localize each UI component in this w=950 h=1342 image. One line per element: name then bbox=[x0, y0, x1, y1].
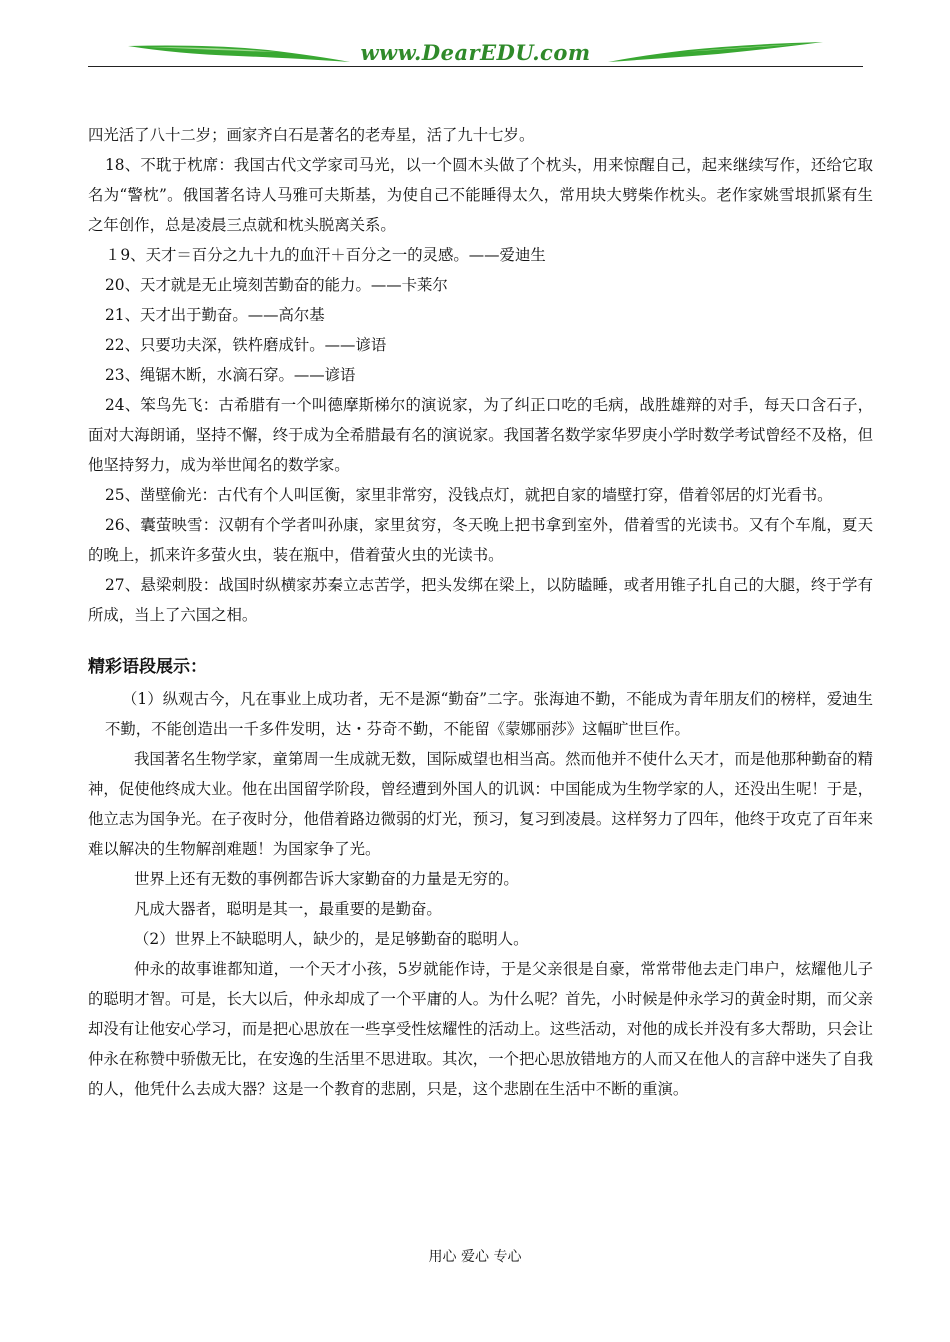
section-paragraph-1: （1）纵观古今，凡在事业上成功者，无不是源“勤奋”二字。张海迪不勤，不能成为青年朋友们的榜样，爱迪生不勤，不能创造出一千多件发明，达・芬奇不勤，不能留《蒙娜丽莎》这幅旷世巨作。 bbox=[105, 690, 873, 738]
quote-item-21: 21、天才出于勤奋。——高尔基 bbox=[105, 306, 325, 324]
page-footer: 用心 爱心 专心 bbox=[428, 1249, 522, 1265]
quote-item-19: １9、天才＝百分之九十九的血汗＋百分之一的灵感。——爱迪生 bbox=[105, 246, 546, 264]
section-paragraph-2: 我国著名生物学家，童第周一生成就无数，国际威望也相当高。然而他并不使什么天才，而是他那种勤奋的精神，促使他终成大业。他在出国留学阶段，曾经遭到外国人的讥讽：中国能成为生物学家的人，还没出生呢！于是，他立志为国争光。在子夜时分，他借着路边微弱的灯光，预习，复习到凌晨。这样努力了四年，他终于攻克了百年来难以解决的生物解剖难题！为国家争了光。 bbox=[88, 750, 873, 858]
section-paragraph-3: 世界上还有无数的事例都告诉大家勤奋的力量是无穷的。 bbox=[134, 870, 519, 888]
quote-item-23: 23、绳锯木断，水滴石穿。——谚语 bbox=[105, 366, 356, 384]
quote-item-20: 20、天才就是无止境刻苦勤奋的能力。——卡莱尔 bbox=[105, 276, 448, 294]
paragraph-item-26: 26、囊萤映雪：汉朝有个学者叫孙康，家里贫穷，冬天晚上把书拿到室外，借着雪的光读书。又有个车胤，夏天的晚上，抓来许多萤火虫，装在瓶中，借着萤火虫的光读书。 bbox=[88, 516, 873, 564]
quote-list bbox=[88, 240, 873, 390]
paragraph: 四光活了八十二岁；画家齐白石是著名的老寿星，活了九十七岁。 bbox=[88, 126, 535, 144]
header-rule bbox=[88, 66, 863, 67]
section-paragraph-4: 凡成大器者，聪明是其一，最重要的是勤奋。 bbox=[134, 900, 442, 918]
section-paragraph-5: （2）世界上不缺聪明人，缺少的，是足够勤奋的聪明人。 bbox=[134, 930, 529, 948]
section-paragraph-6: 仲永的故事谁都知道，一个天才小孩，5岁就能作诗，于是父亲很是自豪，常常带他去走门串户，炫耀他儿子的聪明才智。可是，长大以后，仲永却成了一个平庸的人。为什么呢？首先，小时候是仲永学习的黄金时期，而父亲却没有让他安心学习，而是把心思放在一些享受性炫耀性的活动上。这些活动，对他的成长并没有多大帮助，只会让仲永在称赞中骄傲无比，在安逸的生活里不思进取。其次，一个把心思放错地方的人而又在他人的言辞中迷失了自我的人，他凭什么去成大器？这是一个教育的悲剧，只是，这个悲剧在生活中不断的重演。 bbox=[88, 960, 873, 1098]
site-logo-text: www.DearEDU.com bbox=[360, 40, 591, 65]
paragraph-item-25: 25、凿壁偷光：古代有个人叫匡衡，家里非常穷，没钱点灯，就把自家的墙壁打穿，借着邻居的灯光看书。 bbox=[105, 486, 833, 504]
quote-item-22: 22、只要功夫深，铁杵磨成针。——谚语 bbox=[105, 336, 387, 354]
document-body bbox=[88, 120, 873, 1104]
paragraph-item-27: 27、悬梁刺股：战国时纵横家苏秦立志苦学，把头发绑在梁上，以防瞌睡，或者用锥子扎自己的大腿，终于学有所成，当上了六国之相。 bbox=[88, 576, 873, 624]
paragraph-item-24: 24、笨鸟先飞：古希腊有一个叫德摩斯梯尔的演说家，为了纠正口吃的毛病，战胜雄辩的对手，每天口含石子，面对大海朗诵，坚持不懈，终于成为全希腊最有名的演说家。我国著名数学家华罗庚小学时数学考试曾经不及格，但他坚持努力，成为举世闻名的数学家。 bbox=[88, 396, 873, 474]
paragraph-item-18: 18、不耽于枕席：我国古代文学家司马光，以一个圆木头做了个枕头，用来惊醒自己，起来继续写作，还给它取名为“警枕”。俄国著名诗人马雅可夫斯基，为使自己不能睡得太久，常用块大劈柴作枕头。老作家姚雪垠抓紧有生之年创作，总是凌晨三点就和枕头脱离关系。 bbox=[88, 156, 873, 234]
section-title: 精彩语段展示： bbox=[88, 657, 207, 677]
page-header bbox=[88, 34, 863, 70]
